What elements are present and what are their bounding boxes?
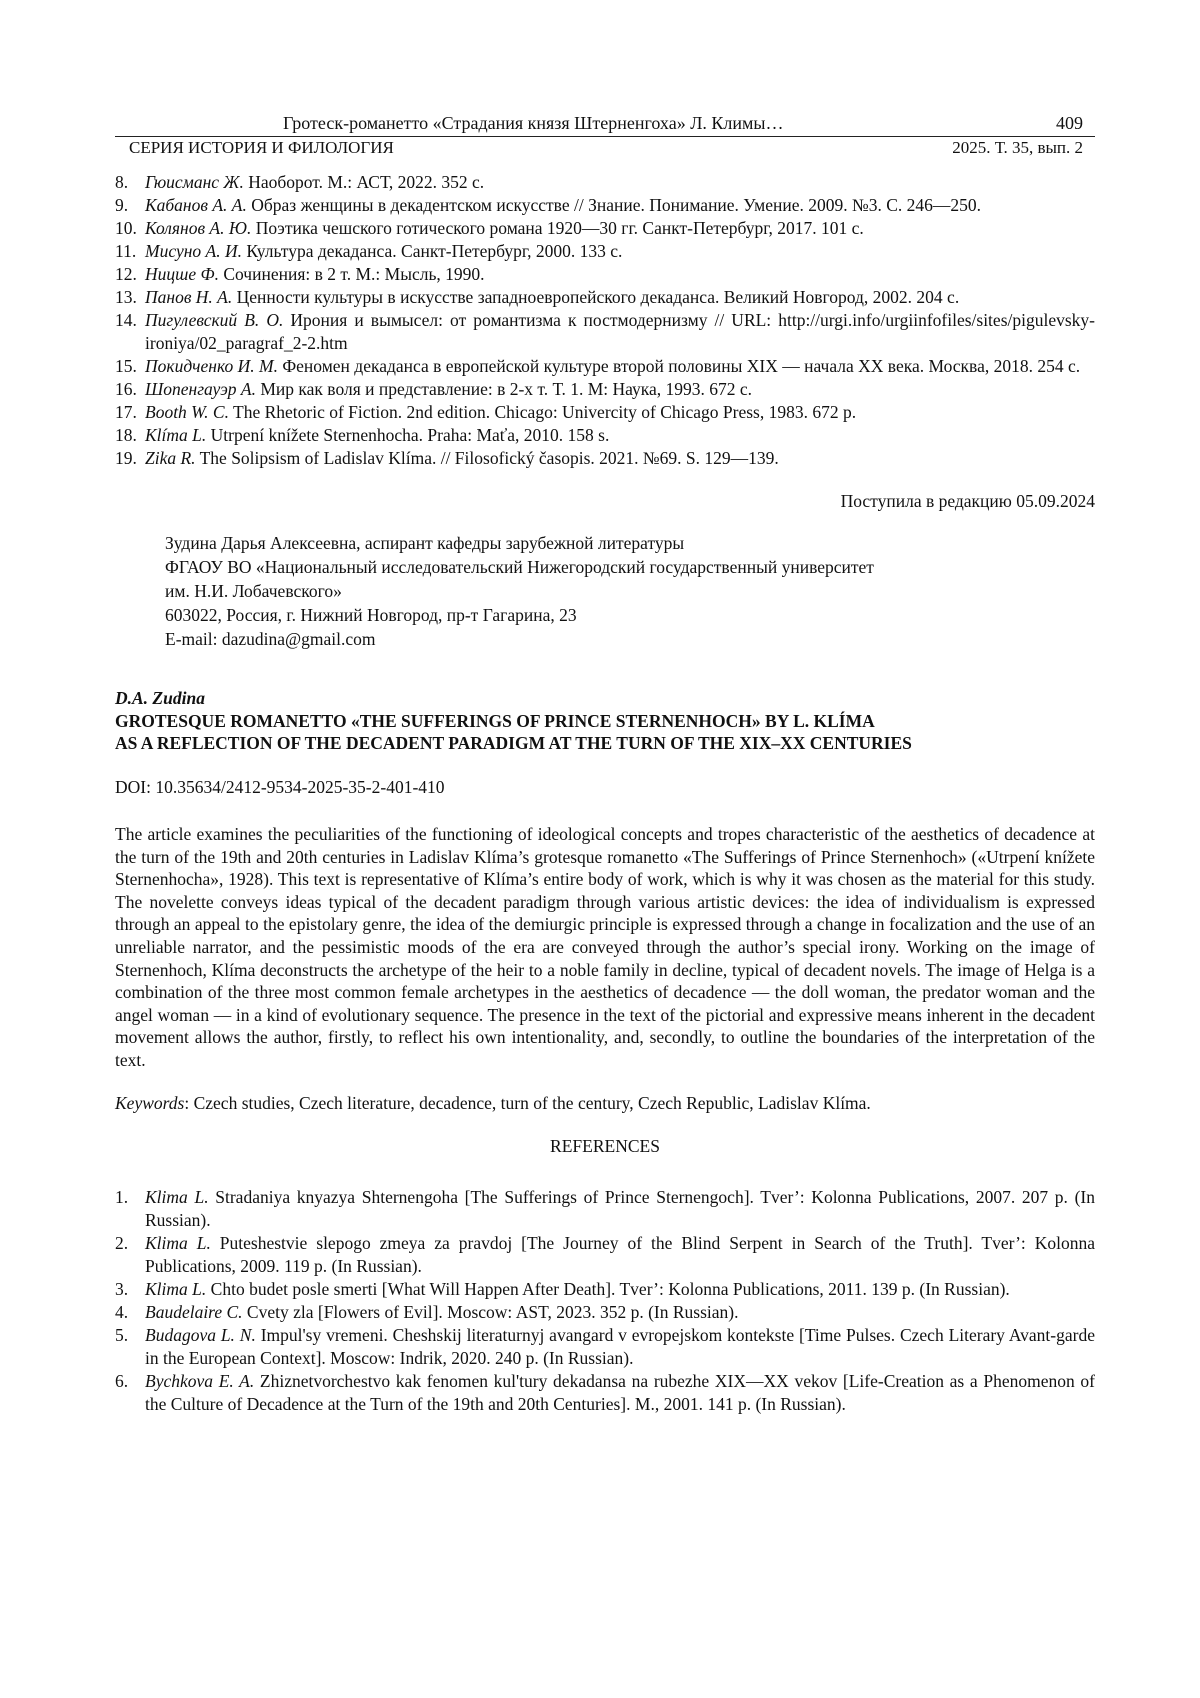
reference-author: Колянов А. Ю. [145, 218, 252, 238]
references-heading: REFERENCES [550, 1135, 660, 1156]
reference-details: Stradaniya knyazya Shternengoha [The Sufferings of Prince Sternengoch]. Tver’: Kolonna Publications, 2007. 207 p. (In Russian). [145, 1186, 1095, 1230]
author-email: E-mail: dazudina@gmail.com [165, 629, 376, 649]
reference-item [115, 309, 1095, 355]
reference-item [115, 1186, 1095, 1232]
reference-number: 10. [115, 218, 137, 238]
reference-details: Феномен декаданса в европейской культуре второй половины XIX — начала XX века. Москва, 2018. 254 с. [277, 356, 1081, 376]
reference-text [145, 355, 1095, 378]
reference-item [115, 240, 1095, 263]
reference-details: Культура декаданса. Санкт-Петербург, 2000. 133 с. [242, 241, 623, 261]
keywords-label: Keywords [115, 1092, 185, 1113]
reference-details: Zhiznetvorchestvo kak fenomen kul'tury dekadansa na rubezhe XIX—XX vekov [Life-Creation as a Phenomenon of the Culture of Decadence at the Turn of the 19th and 20th Centuries]. M., 2001. 141 p. (In Russian). [145, 1370, 1096, 1414]
reference-item [115, 447, 1095, 470]
english-author: D.A. Zudina [115, 688, 205, 708]
reference-author: Ницше Ф. [145, 264, 219, 284]
reference-author: Klíma L. [145, 425, 207, 445]
reference-item [115, 401, 1095, 424]
reference-author: Klima L. [145, 1278, 207, 1299]
reference-item [115, 1301, 1095, 1324]
reference-number: 15. [115, 356, 137, 376]
reference-author: Кабанов А. А. [145, 195, 247, 215]
reference-item [115, 286, 1095, 309]
reference-item [115, 424, 1095, 447]
issue-info: 2025. Т. 35, вып. 2 [952, 138, 1083, 157]
reference-author: Baudelaire C. [145, 1301, 243, 1322]
reference-number: 19. [115, 448, 137, 468]
reference-text [145, 1278, 1095, 1301]
title-line: AS A REFLECTION OF THE DECADENT PARADIGM AT THE TURN OF THE XIX–XX CENTURIES [115, 733, 912, 753]
english-title [115, 710, 1095, 754]
reference-number: 1. [115, 1186, 129, 1207]
reference-author: Zika R. [145, 448, 196, 468]
reference-author: Booth W. C. [145, 402, 229, 422]
reference-number: 6. [115, 1370, 129, 1391]
reference-text [145, 217, 1095, 240]
reference-details: Impul'sy vremeni. Cheshskij literaturnyj avangard v evropejskom kontekste [Time Pulses. Czech Literary Avant-garde in the European Context]. Moscow: Indrik, 2020. 240 p. (In Russian). [145, 1324, 1095, 1368]
reference-author: Панов Н. А. [145, 287, 233, 307]
reference-text [145, 1324, 1095, 1370]
received-date: Поступила в редакцию 05.09.2024 [840, 491, 1095, 511]
reference-author: Klima L. [145, 1232, 211, 1253]
reference-details: Образ женщины в декадентском искусстве // Знание. Понимание. Умение. 2009. №3. С. 246—250. [246, 195, 981, 215]
series-line [115, 137, 1095, 159]
reference-text [145, 447, 1095, 470]
running-header [115, 112, 1095, 134]
author-line: 603022, Россия, г. Нижний Новгород, пр-т Гагарина, 23 [165, 605, 577, 625]
reference-details: Chto budet posle smerti [What Will Happen After Death]. Tver’: Kolonna Publications, 2011. 139 p. (In Russian). [206, 1278, 1010, 1299]
reference-details: Мир как воля и представление: в 2-х т. Т. 1. М: Наука, 1993. 672 с. [256, 379, 753, 399]
reference-text [145, 378, 1095, 401]
reference-details: Puteshestvie slepogo zmeya za pravdoj [The Journey of the Blind Serpent in Search of the Truth]. Tver’: Kolonna Publications, 2009. 119 p. (In Russian). [145, 1232, 1095, 1276]
title-line: GROTESQUE ROMANETTO «THE SUFFERINGS OF PRINCE STERNENHOCH» BY L. KLÍMA [115, 711, 875, 731]
reference-text [145, 424, 1095, 447]
reference-text [145, 309, 1095, 355]
reference-details: Ценности культуры в искусстве западноевропейского декаданса. Великий Новгород, 2002. 204 с. [232, 287, 960, 307]
english-reference-list [115, 1186, 1095, 1416]
reference-text [145, 263, 1095, 286]
author-info [115, 531, 1095, 651]
author-line: ФГАОУ ВО «Национальный исследовательский Нижегородский государственный университет [165, 557, 874, 577]
reference-text [145, 194, 1095, 217]
reference-number: 12. [115, 264, 137, 284]
abstract: The article examines the peculiarities of the functioning of ideological concepts and tropes characteristic of the aesthetics of decadence at the turn of the 19th and 20th centuries in Ladislav Klíma’s grotesque romanetto «The Sufferings of Prince Sternenhoch» («Utrpení knížete Sternenhocha», 1928). This text is representative of Klíma’s entire body of work, which is why it was chosen as the material for this study. The novelette conveys ideas typical of the decadent paradigm through various artistic devices: the idea of individualism is expressed through an appeal to the epistolary genre, the idea of the demiurgic principle is expressed through a change in focalization and the use of an unreliable narrator, and the pessimistic moods of the era are conveyed through the author’s special irony. Working on the image of Sternenhoch, Klíma deconstructs the archetype of the heir to a noble family in decline, typical of decadent novels. The image of Helga is a combination of the three most common female archetypes in the aesthetics of decadence — the doll woman, the predator woman and the angel woman — in a kind of evolutionary sequence. The presence in the text of the pictorial and expressive means inherent in the decadent movement allows the author, firstly, to reflect his own intentionality, and, secondly, to outline the boundaries of the interpretation of the text. [115, 824, 1095, 1070]
reference-number: 14. [115, 310, 137, 330]
page [115, 112, 1095, 1416]
reference-number: 5. [115, 1324, 129, 1345]
reference-text [145, 1186, 1095, 1232]
reference-author: Шопенгауэр А. [145, 379, 256, 399]
reference-details: Ирония и вымысел: от романтизма к постмодернизму // URL: http://urgi.info/urgiinfofiles/sites/pigulevsky-ironiya/02_paragraf_2-2.htm [145, 310, 1095, 353]
reference-text [145, 240, 1095, 263]
reference-text [145, 401, 1095, 424]
reference-number: 16. [115, 379, 137, 399]
reference-author: Budagova L. N. [145, 1324, 256, 1345]
reference-number: 4. [115, 1301, 129, 1322]
reference-item [115, 1278, 1095, 1301]
reference-details: The Solipsism of Ladislav Klíma. // Filosofický časopis. 2021. №69. S. 129—139. [195, 448, 779, 468]
page-number: 409 [1056, 113, 1083, 133]
reference-details: Utrpení knížete Sternenhocha. Praha: Maťa, 2010. 158 s. [206, 425, 610, 445]
running-title: Гротеск-романетто «Страдания князя Штерненгоха» Л. Климы… [283, 113, 784, 133]
reference-text [145, 1370, 1095, 1416]
reference-item [115, 217, 1095, 240]
reference-item [115, 378, 1095, 401]
reference-number: 13. [115, 287, 137, 307]
doi: DOI: 10.35634/2412-9534-2025-35-2-401-410 [115, 777, 445, 797]
reference-number: 2. [115, 1232, 129, 1253]
reference-number: 11. [115, 241, 137, 261]
author-line: им. Н.И. Лобачевского» [165, 581, 342, 601]
reference-author: Пигулевский В. О. [145, 310, 284, 330]
reference-number: 17. [115, 402, 137, 422]
reference-text [145, 286, 1095, 309]
reference-item [115, 1324, 1095, 1370]
reference-author: Bychkova E. A. [145, 1370, 255, 1391]
reference-details: Сочинения: в 2 т. М.: Мысль, 1990. [218, 264, 485, 284]
reference-number: 8. [115, 172, 129, 192]
reference-item [115, 1370, 1095, 1416]
reference-number: 3. [115, 1278, 129, 1299]
reference-number: 9. [115, 195, 129, 215]
russian-reference-list [115, 171, 1095, 470]
reference-item [115, 263, 1095, 286]
author-line: Зудина Дарья Алексеевна, аспирант кафедры зарубежной литературы [165, 533, 685, 553]
reference-item [115, 355, 1095, 378]
reference-details: Наоборот. М.: АСТ, 2022. 352 с. [243, 172, 485, 192]
reference-author: Мисуно А. И. [145, 241, 243, 261]
reference-text [145, 171, 1095, 194]
reference-author: Klima L. [145, 1186, 209, 1207]
reference-author: Покидченко И. М. [145, 356, 278, 376]
reference-details: Cvety zla [Flowers of Evil]. Moscow: AST, 2023. 352 p. (In Russian). [242, 1301, 739, 1322]
keywords-text: : Czech studies, Czech literature, decadence, turn of the century, Czech Republic, Ladislav Klíma. [184, 1092, 871, 1113]
keywords [115, 1092, 1095, 1115]
reference-item [115, 194, 1095, 217]
reference-details: Поэтика чешского готического романа 1920—30 гг. Санкт-Петербург, 2017. 101 с. [251, 218, 864, 238]
reference-author: Гюисманс Ж. [145, 172, 244, 192]
reference-item [115, 1232, 1095, 1278]
reference-text [145, 1232, 1095, 1278]
reference-text [145, 1301, 1095, 1324]
reference-details: The Rhetoric of Fiction. 2nd edition. Chicago: Univercity of Chicago Press, 1983. 672 p. [228, 402, 857, 422]
reference-item [115, 171, 1095, 194]
series-name: СЕРИЯ ИСТОРИЯ И ФИЛОЛОГИЯ [129, 138, 394, 157]
reference-number: 18. [115, 425, 137, 445]
